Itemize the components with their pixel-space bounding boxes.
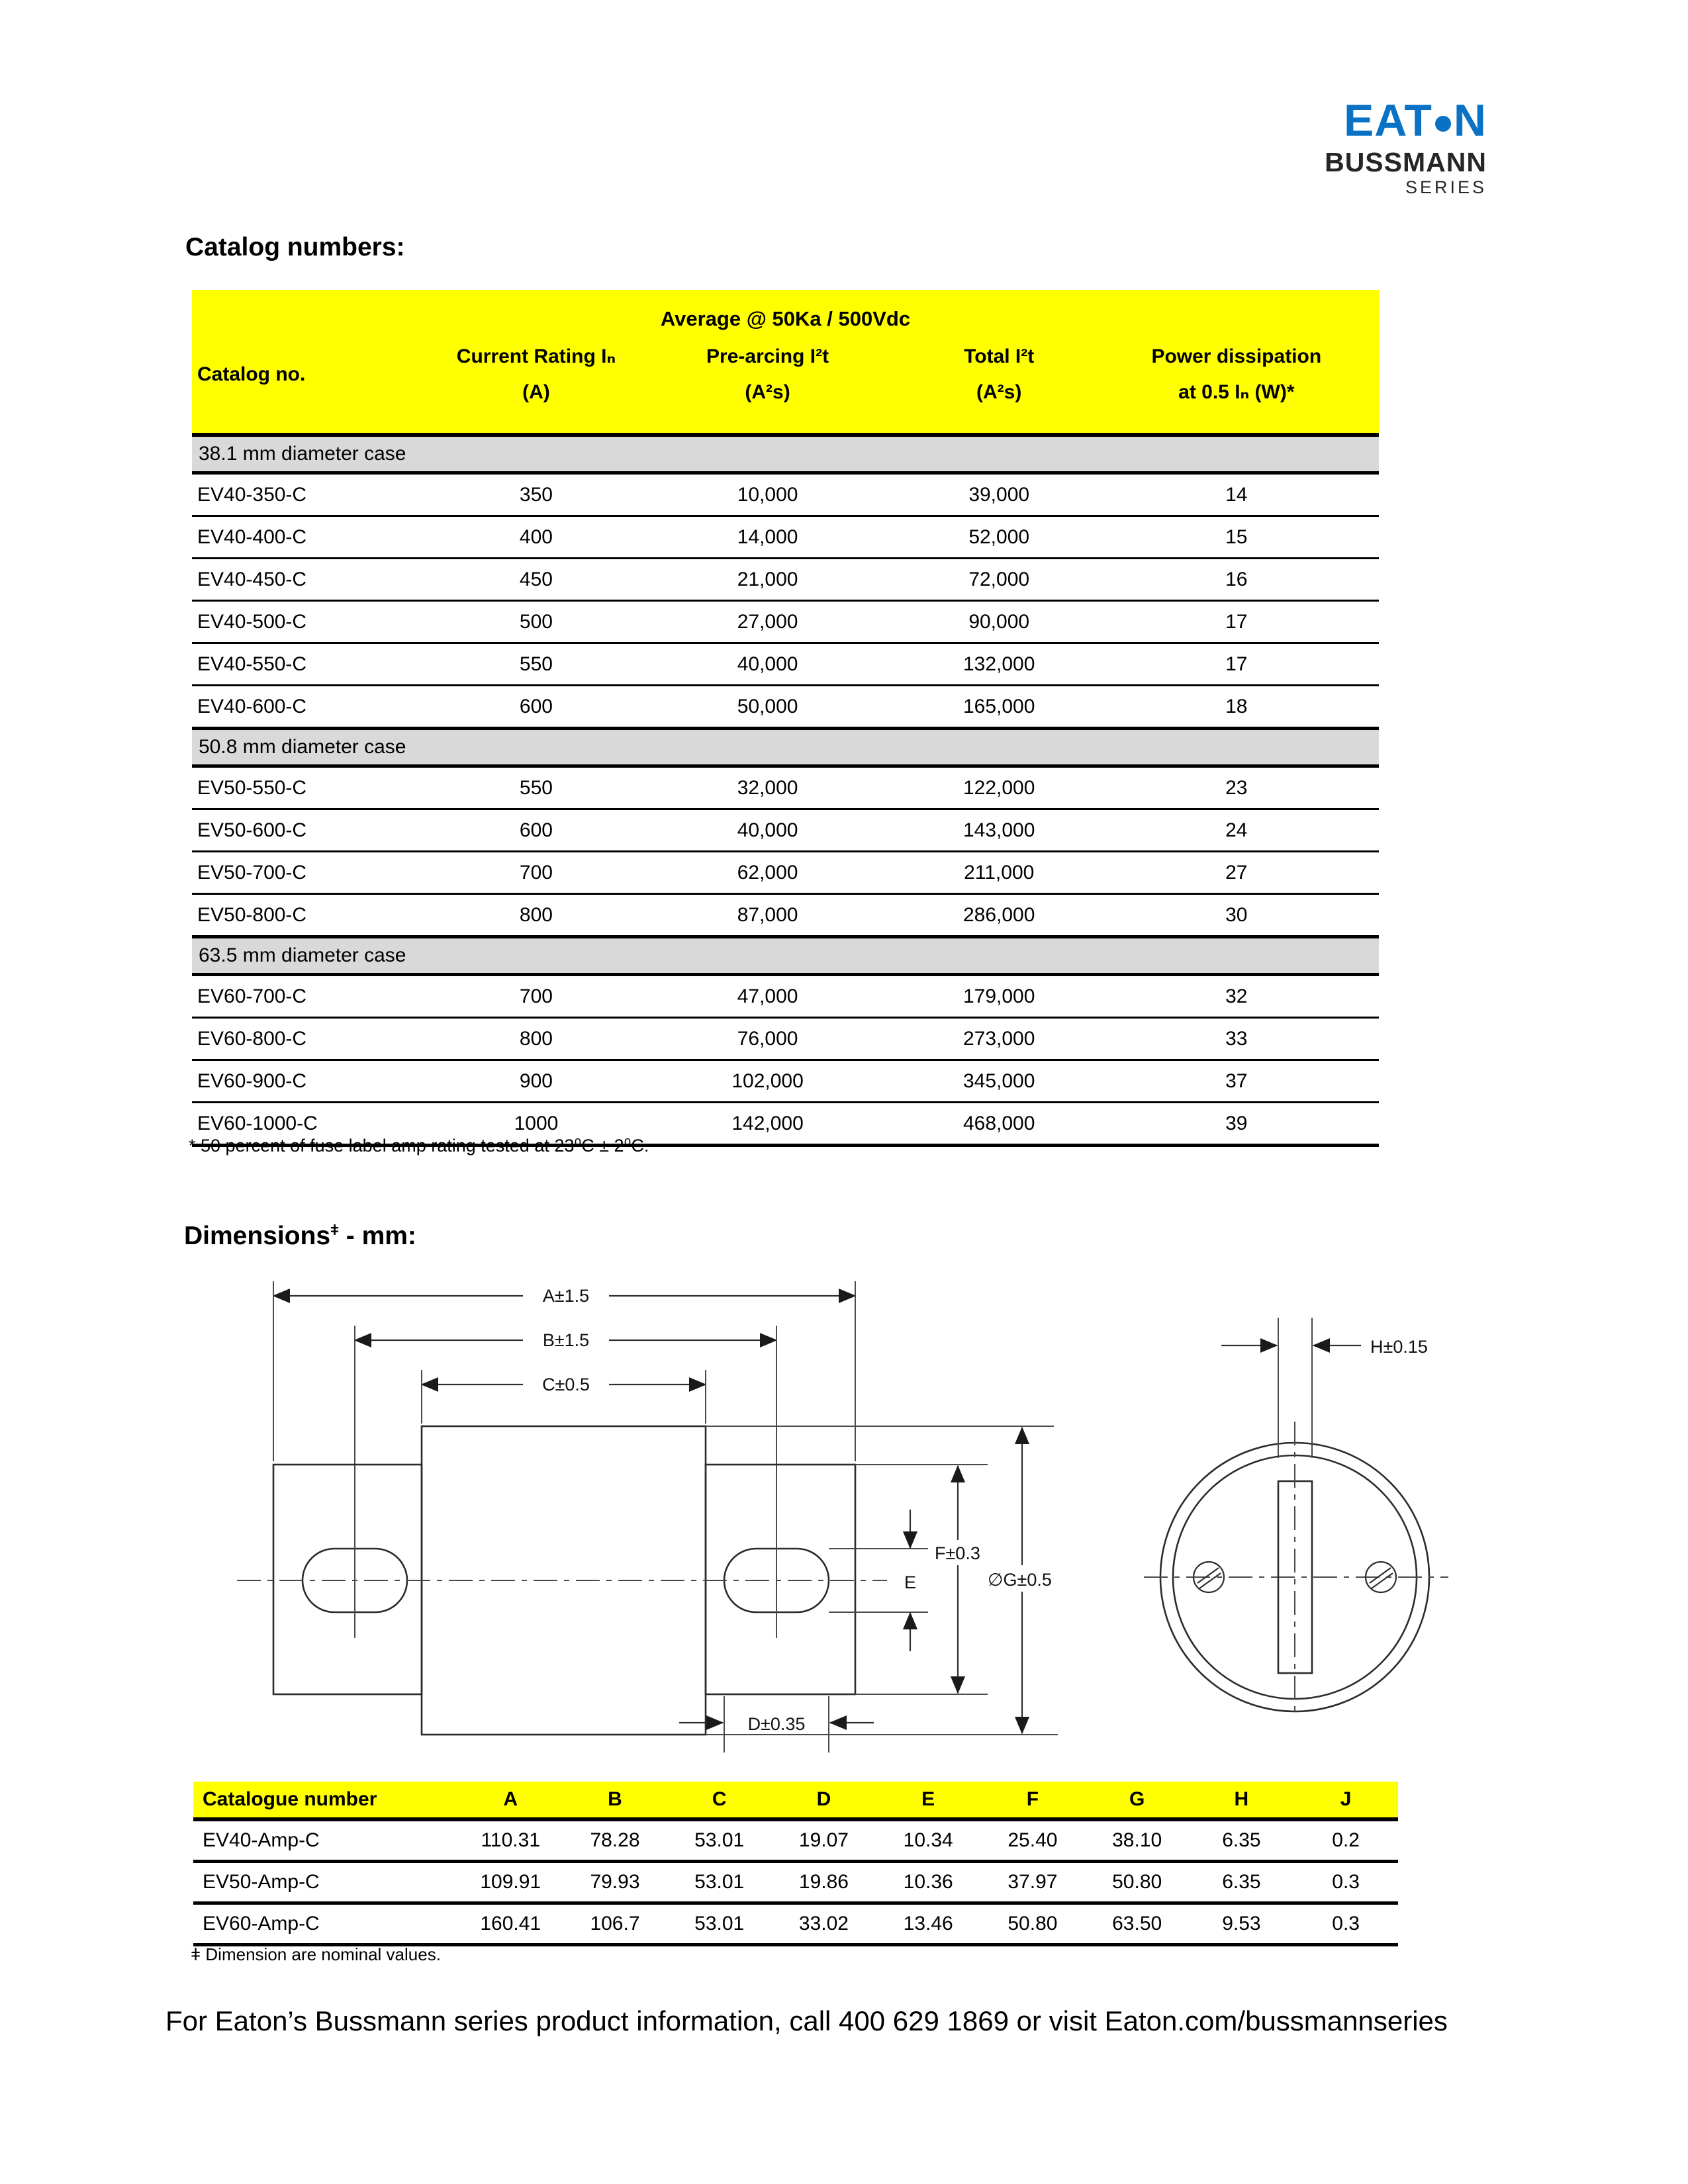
dimensions-footnote-mark: ǂ — [330, 1222, 339, 1238]
cell-prearcing: 76,000 — [631, 1018, 904, 1060]
cell-total: 143,000 — [904, 809, 1094, 852]
logo-series: SERIES — [1405, 177, 1487, 198]
cell-current: 600 — [442, 809, 632, 852]
table-row — [192, 809, 1379, 852]
table-row — [193, 1819, 1398, 1862]
cell-power: 18 — [1094, 686, 1379, 729]
cell-current: 350 — [442, 473, 632, 516]
cell-catalog: EV50-600-C — [192, 809, 442, 852]
table-row — [192, 686, 1379, 729]
cell: 53.01 — [667, 1862, 772, 1903]
dim-label-c: C±0.5 — [542, 1375, 590, 1394]
dim-col-e: E — [876, 1782, 980, 1819]
logo-dot-icon — [1435, 116, 1451, 132]
cell-catalog: EV40-550-C — [192, 643, 442, 686]
section-row-38mm — [192, 435, 1379, 473]
cell-power: 15 — [1094, 516, 1379, 559]
cell: 50.80 — [1085, 1862, 1190, 1903]
cell: 13.46 — [876, 1903, 980, 1945]
catalog-footnote: * 50 percent of fuse label amp rating tested at 23⁰C ± 2⁰C. — [189, 1136, 649, 1156]
table-row — [193, 1862, 1398, 1903]
cell: 63.50 — [1085, 1903, 1190, 1945]
cell-prearcing: 14,000 — [631, 516, 904, 559]
cell-catalog: EV50-800-C — [192, 894, 442, 937]
section-label: 50.8 mm diameter case — [192, 729, 1379, 766]
dimensions-heading — [184, 1222, 416, 1251]
cell: 10.34 — [876, 1819, 980, 1862]
cell-total: 286,000 — [904, 894, 1094, 937]
table-row — [192, 894, 1379, 937]
cell-total: 52,000 — [904, 516, 1094, 559]
section-label: 38.1 mm diameter case — [192, 435, 1379, 473]
dim-label-h: H±0.15 — [1370, 1337, 1428, 1357]
col-header-current-rating — [442, 334, 632, 435]
cell-catalog: EV50-550-C — [192, 766, 442, 809]
table-span-header: Average @ 50Ka / 500Vdc — [192, 290, 1379, 334]
logo-text-eat: EAT — [1343, 95, 1432, 146]
cell-catalog: EV60-800-C — [192, 1018, 442, 1060]
dimensions-heading-text: Dimensions — [184, 1222, 331, 1250]
cell-total: 345,000 — [904, 1060, 1094, 1103]
catalog-numbers-heading: Catalog numbers: — [185, 233, 405, 261]
header-line: (A) — [522, 381, 550, 403]
table-row — [193, 1903, 1398, 1945]
dim-col-h: H — [1190, 1782, 1294, 1819]
dimension-drawing — [199, 1259, 1489, 1776]
cell: 0.3 — [1293, 1862, 1398, 1903]
cell-prearcing: 50,000 — [631, 686, 904, 729]
dim-label-f: F±0.3 — [935, 1543, 980, 1563]
cell-power: 17 — [1094, 643, 1379, 686]
header-line: Current Rating Iₙ — [456, 345, 616, 367]
col-header-power-dissipation — [1094, 334, 1379, 435]
cell: 78.28 — [563, 1819, 667, 1862]
dim-col-b: B — [563, 1782, 667, 1819]
cell-total: 72,000 — [904, 559, 1094, 601]
dim-label-a: A±1.5 — [542, 1286, 590, 1306]
cell-prearcing: 62,000 — [631, 852, 904, 894]
dim-col-catalogue: Catalogue number — [193, 1782, 458, 1819]
dim-col-c: C — [667, 1782, 772, 1819]
cell-current: 500 — [442, 601, 632, 643]
cell: 9.53 — [1190, 1903, 1294, 1945]
cell-power: 33 — [1094, 1018, 1379, 1060]
section-row-50mm — [192, 729, 1379, 766]
cell-power: 16 — [1094, 559, 1379, 601]
cell-prearcing: 47,000 — [631, 975, 904, 1018]
cell-prearcing: 32,000 — [631, 766, 904, 809]
dim-col-g: G — [1085, 1782, 1190, 1819]
cell-prearcing: 27,000 — [631, 601, 904, 643]
col-header-total-i2t — [904, 334, 1094, 435]
table-row — [192, 1018, 1379, 1060]
dim-col-d: D — [772, 1782, 876, 1819]
cell-current: 450 — [442, 559, 632, 601]
cell-catalog: EV40-450-C — [192, 559, 442, 601]
cell: 19.07 — [772, 1819, 876, 1862]
cell: 53.01 — [667, 1903, 772, 1945]
cell-power: 23 — [1094, 766, 1379, 809]
table-row — [192, 601, 1379, 643]
cell-prearcing: 87,000 — [631, 894, 904, 937]
cell-total: 273,000 — [904, 1018, 1094, 1060]
cell-current: 550 — [442, 766, 632, 809]
header-line: Pre-arcing I²t — [706, 345, 829, 367]
cell: 19.86 — [772, 1862, 876, 1903]
cell: 33.02 — [772, 1903, 876, 1945]
dim-col-a: A — [458, 1782, 563, 1819]
cell-catalog: EV50-700-C — [192, 852, 442, 894]
cell-total: 90,000 — [904, 601, 1094, 643]
cell-power: 17 — [1094, 601, 1379, 643]
cell-power: 14 — [1094, 473, 1379, 516]
cell: 0.3 — [1293, 1903, 1398, 1945]
cell-current: 550 — [442, 643, 632, 686]
side-view — [237, 1281, 1058, 1752]
cell-total: 179,000 — [904, 975, 1094, 1018]
cell-power: 39 — [1094, 1103, 1379, 1146]
cell-current: 700 — [442, 975, 632, 1018]
eaton-wordmark — [1325, 95, 1487, 146]
cell: 160.41 — [458, 1903, 563, 1945]
cell-total: 211,000 — [904, 852, 1094, 894]
cell: 0.2 — [1293, 1819, 1398, 1862]
table-row — [192, 1060, 1379, 1103]
cell: 37.97 — [980, 1862, 1085, 1903]
eaton-logo — [1325, 95, 1487, 198]
dim-label-g: ∅G±0.5 — [988, 1570, 1052, 1590]
dim-label-d: D±0.35 — [747, 1714, 806, 1734]
dim-label-e: E — [904, 1572, 917, 1592]
cell: 110.31 — [458, 1819, 563, 1862]
cell: 25.40 — [980, 1819, 1085, 1862]
cell-prearcing: 142,000 — [631, 1103, 904, 1146]
end-view — [1144, 1318, 1448, 1716]
cell-catalog: EV60-1000-C — [192, 1103, 442, 1146]
cell-total: 165,000 — [904, 686, 1094, 729]
table-row — [192, 516, 1379, 559]
cell-power: 32 — [1094, 975, 1379, 1018]
header-line: at 0.5 Iₙ (W)* — [1178, 381, 1295, 403]
dimensions-footnote: ǂ Dimension are nominal values. — [191, 1944, 441, 1964]
logo-bussmann: BUSSMANN — [1325, 147, 1487, 177]
cell-current: 800 — [442, 1018, 632, 1060]
cell-total: 39,000 — [904, 473, 1094, 516]
catalog-table — [192, 290, 1379, 1147]
cell-current: 900 — [442, 1060, 632, 1103]
dim-col-j: J — [1293, 1782, 1398, 1819]
cell: 79.93 — [563, 1862, 667, 1903]
cell: 38.10 — [1085, 1819, 1190, 1862]
cell-catalog: EV40-500-C — [192, 601, 442, 643]
cell: 109.91 — [458, 1862, 563, 1903]
dimensions-heading-unit: - mm: — [338, 1222, 416, 1250]
cell-catalog: EV60-900-C — [192, 1060, 442, 1103]
cell-current: 400 — [442, 516, 632, 559]
section-row-63mm — [192, 937, 1379, 975]
cell-catalog: EV40-600-C — [192, 686, 442, 729]
dimensions-table — [193, 1782, 1398, 1946]
col-header-prearcing — [631, 334, 904, 435]
cell-power: 27 — [1094, 852, 1379, 894]
cell-current: 700 — [442, 852, 632, 894]
cell-current: 1000 — [442, 1103, 632, 1146]
cell: 50.80 — [980, 1903, 1085, 1945]
cell-current: 800 — [442, 894, 632, 937]
dim-col-f: F — [980, 1782, 1085, 1819]
cell-catalog: EV40-400-C — [192, 516, 442, 559]
header-line: Power dissipation — [1151, 345, 1322, 367]
cell: EV50-Amp-C — [193, 1862, 458, 1903]
cell-prearcing: 40,000 — [631, 643, 904, 686]
cell: EV60-Amp-C — [193, 1903, 458, 1945]
cell: EV40-Amp-C — [193, 1819, 458, 1862]
cell-current: 600 — [442, 686, 632, 729]
dim-label-b: B±1.5 — [542, 1330, 590, 1350]
section-label: 63.5 mm diameter case — [192, 937, 1379, 975]
cell: 106.7 — [563, 1903, 667, 1945]
cell-power: 30 — [1094, 894, 1379, 937]
cell: 6.35 — [1190, 1819, 1294, 1862]
logo-text-n: N — [1453, 95, 1487, 146]
cell-prearcing: 40,000 — [631, 809, 904, 852]
cell-power: 37 — [1094, 1060, 1379, 1103]
cell: 6.35 — [1190, 1862, 1294, 1903]
cell-total: 122,000 — [904, 766, 1094, 809]
table-row — [192, 766, 1379, 809]
table-row — [192, 852, 1379, 894]
table-row — [192, 559, 1379, 601]
cell-prearcing: 102,000 — [631, 1060, 904, 1103]
cell-catalog: EV60-700-C — [192, 975, 442, 1018]
table-row — [192, 643, 1379, 686]
cell-prearcing: 21,000 — [631, 559, 904, 601]
cell: 10.36 — [876, 1862, 980, 1903]
cell-total: 468,000 — [904, 1103, 1094, 1146]
col-header-catalog-no: Catalog no. — [192, 334, 442, 435]
cell-total: 132,000 — [904, 643, 1094, 686]
page-footer: For Eaton’s Bussmann series product information, call 400 629 1869 or visit Eaton.com/bussmannseries — [165, 2005, 1448, 2036]
header-line: (A²s) — [976, 381, 1022, 403]
cell-power: 24 — [1094, 809, 1379, 852]
cell-prearcing: 10,000 — [631, 473, 904, 516]
table-row — [192, 473, 1379, 516]
header-line: Total I²t — [964, 345, 1035, 367]
header-line: (A²s) — [745, 381, 790, 403]
cell-catalog: EV40-350-C — [192, 473, 442, 516]
table-row — [192, 975, 1379, 1018]
cell: 53.01 — [667, 1819, 772, 1862]
